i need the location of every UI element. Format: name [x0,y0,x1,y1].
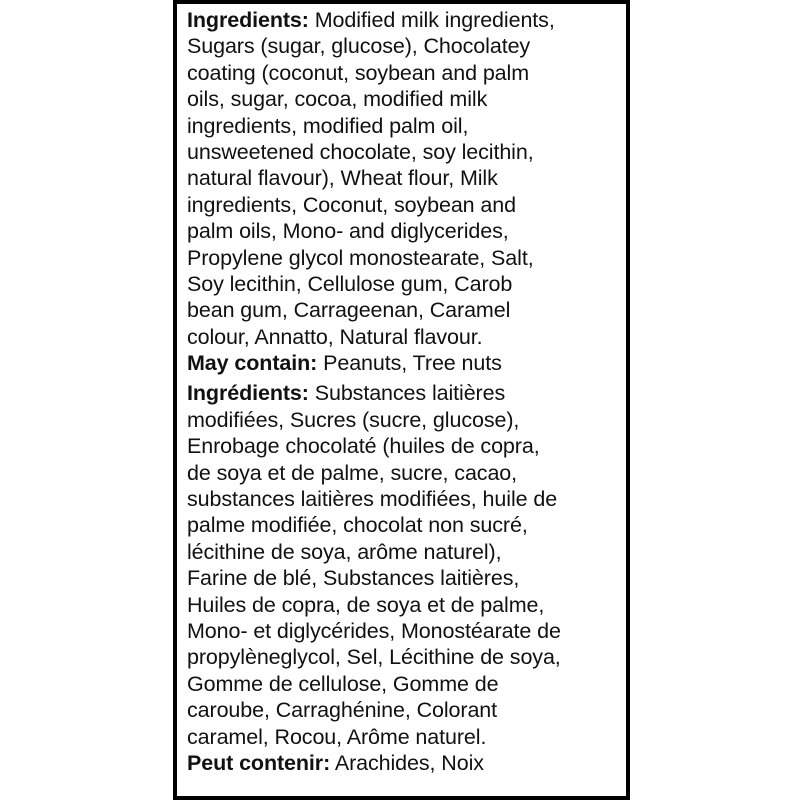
ingredients-text-block [187,7,627,776]
french-line-8: Farine de blé, Substances laitières, [187,566,520,591]
english-line-5: ingredients, modified palm oil, [187,113,469,138]
ingredients-label-panel [173,0,630,800]
english-ingredients-heading: Ingredients: [187,8,309,32]
french-line-13: caroube, Carraghénine, Colorant [187,698,498,723]
french-line-5: substances laitières modifiées, huile de [187,487,558,512]
english-line-11: Soy lecithin, Cellulose gum, Carob [187,271,513,296]
french-line-9: Huiles de copra, de soya et de palme, [187,592,545,617]
english-line-8: ingredients, Coconut, soybean and [187,192,516,217]
french-ingredients-text: Substances laitières [308,381,506,406]
french-line-2: modifiées, Sucres (sucre, glucose), [187,407,520,432]
french-line-6: palme modifiée, chocolat non sucré, [187,513,528,538]
french-line-14: caramel, Rocou, Arôme naturel. [187,724,487,749]
french-may-contain-text: Arachides, Noix [330,750,484,775]
french-line-7: lécithine de soya, arôme naturel), [187,539,502,564]
english-may-contain-heading: May contain: [187,351,318,376]
french-ingredients-heading: Ingrédients: [187,381,309,406]
english-line-1 [187,7,627,33]
english-line-4: oils, sugar, cocoa, modified milk [187,87,488,112]
french-line-12: Gomme de cellulose, Gomme de [187,671,499,696]
french-line-3: Enrobage chocolaté (huiles de copra, [187,434,540,459]
english-ingredients-text: Modified milk ingredients, [308,8,555,32]
french-line-10: Mono- et diglycérides, Monostéarate de [187,618,561,643]
french-may-contain-heading: Peut contenir: [187,750,331,775]
english-line-10: Propylene glycol monostearate, Salt, [187,245,534,270]
french-line-11: propylèneglycol, Sel, Lécithine de soya, [187,645,561,670]
english-line-13: colour, Annatto, Natural flavour. [187,324,483,349]
english-may-contain-line [187,350,627,376]
french-line-4: de soya et de palme, sucre, cacao, [187,460,518,485]
english-line-12: bean gum, Carrageenan, Caramel [187,298,511,323]
french-may-contain-line [187,750,627,776]
english-line-9: palm oils, Mono- and diglycerides, [187,219,509,244]
english-line-7: natural flavour), Wheat flour, Milk [187,166,498,191]
english-may-contain-text: Peanuts, Tree nuts [317,351,502,376]
english-line-2: Sugars (sugar, glucose), Chocolatey [187,34,531,59]
english-line-6: unsweetened chocolate, soy lecithin, [187,139,534,164]
english-line-3: coating (coconut, soybean and palm [187,60,530,85]
french-line-1 [187,380,627,406]
